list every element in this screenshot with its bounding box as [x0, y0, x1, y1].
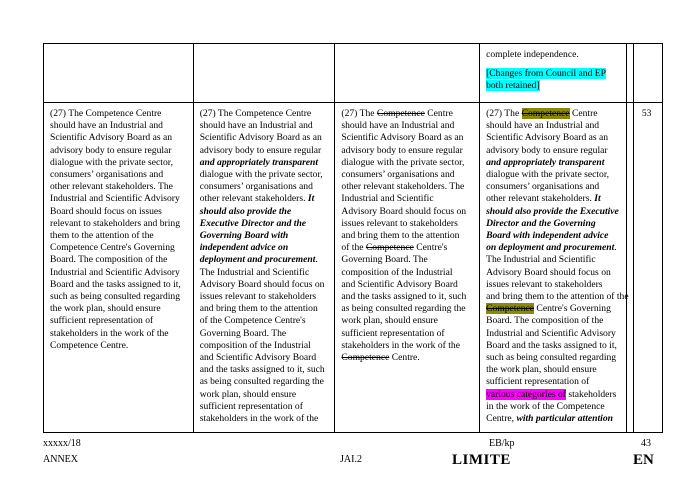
text-line [200, 218, 331, 230]
text-line [200, 145, 331, 157]
text-line [341, 193, 475, 205]
text-line [486, 132, 622, 144]
text-fragment: Board and the tasks assigned to it, [486, 339, 617, 351]
text-line [341, 315, 475, 327]
text-fragment: work plan, should ensure [341, 315, 438, 327]
text-fragment: should have an Industrial and [486, 120, 600, 132]
text-fragment: (27) The [486, 108, 522, 119]
text-line [200, 108, 331, 120]
text-line: consumers’ organisations and [50, 169, 164, 181]
text-line [341, 120, 475, 132]
text-line: such as being consulted regarding [50, 291, 181, 303]
text-fragment: and Scientific Advisory Board [341, 278, 458, 290]
deleted-highlighted-word: Competence [486, 303, 535, 315]
text-fragment: Industrial and Scientific Advisory [486, 327, 616, 339]
text-fragment: Board with independent advice [486, 230, 609, 242]
text-line [341, 181, 475, 193]
text-fragment: issues relevant to stakeholders [486, 278, 603, 290]
text-line: the work plan, should ensure [50, 303, 161, 315]
text-line [486, 364, 622, 376]
text-fragment: and Scientific Advisory Board [199, 352, 317, 364]
text-fragment: such as being consulted regarding [486, 352, 617, 364]
text-fragment: Advisory Board should focus on [341, 205, 467, 217]
text-fragment: Scientific Advisory Board as an [486, 132, 609, 144]
text-line [341, 230, 475, 242]
comparison-table [43, 43, 663, 433]
text-line: sufficient representation of [50, 315, 154, 327]
cell-council [335, 103, 480, 433]
text-line: them to the attention of the [50, 230, 154, 242]
cell-compromise [480, 103, 627, 433]
text-line [486, 389, 622, 401]
text-fragment: stakeholders in the work of the [341, 339, 460, 351]
text-line [200, 315, 331, 327]
text-fragment: Scientific Advisory Board as an [199, 132, 322, 144]
text-line: relevant to stakeholders and bring [50, 217, 181, 229]
text-line [486, 328, 622, 340]
deleted-word: Competence [341, 352, 390, 364]
text-line [341, 267, 475, 279]
cell-rownum [633, 103, 662, 433]
text-line [341, 206, 475, 218]
highlighted-phrase: various categories of [486, 388, 566, 400]
text-line: other relevant stakeholders. The [50, 181, 173, 193]
changes-note [486, 68, 622, 92]
table-row [44, 103, 663, 433]
text-line: should have an Industrial and [50, 120, 163, 132]
text-fragment: Advisory Board should focus on [199, 278, 325, 290]
text-fragment: Industrial and Scientific [341, 193, 434, 205]
deleted-word: Competence [376, 108, 425, 119]
text-fragment: and the tasks assigned to it, such [341, 291, 467, 303]
text-fragment: composition of the Industrial [199, 339, 311, 351]
text-fragment: other relevant stakeholders. [199, 193, 306, 205]
text-line [486, 206, 622, 218]
text-fragment: and bring them to the attention [199, 303, 318, 315]
directorate-label: JAI.2 [340, 454, 362, 465]
limite-label: LIMITE [452, 452, 511, 468]
text-fragment: Governing Board with [199, 230, 289, 242]
text-fragment: other relevant stakeholders. The [341, 181, 465, 193]
text-fragment: should also provide the Executive [486, 205, 619, 217]
text-line [200, 303, 331, 315]
text-fragment: as being consulted regarding the [199, 376, 324, 388]
text-fragment: as being consulted regarding the [341, 303, 466, 315]
text-line [341, 169, 475, 181]
text-line [486, 401, 622, 413]
text-fragment: work plan, should ensure [199, 388, 297, 400]
text-line [200, 364, 331, 376]
text-line [200, 279, 331, 291]
text-line [341, 352, 475, 364]
text-fragment: Centre's [413, 242, 448, 254]
text-fragment: issues relevant to stakeholders [341, 217, 458, 229]
text-line [486, 157, 622, 169]
text-line [486, 279, 622, 291]
text-line [200, 376, 331, 388]
text-line: advisory body to ensure regular [50, 144, 172, 156]
text-fragment: Centre. [389, 352, 420, 364]
cell-rownum [633, 44, 662, 103]
note-line: [Changes from Council and EP [486, 68, 606, 80]
note-line: both retained] [486, 80, 540, 92]
text-fragment: independent advice on [199, 242, 289, 254]
text-line [341, 279, 475, 291]
text-fragment: stakeholders in the work of the [199, 413, 319, 425]
text-fragment: Governing Board. The [199, 327, 287, 339]
text-fragment: dialogue with the private sector, [486, 169, 610, 181]
text-fragment: advisory body to ensure regular [199, 144, 322, 156]
text-fragment: other relevant stakeholders. [486, 193, 592, 205]
text-line: (27) The Competence Centre [50, 108, 162, 119]
text-fragment: Executive Director and the [199, 217, 307, 229]
text-line [486, 193, 622, 205]
text-line [341, 242, 475, 254]
text-line [341, 157, 475, 169]
text-fragment: The Industrial and Scientific [486, 254, 596, 266]
text-line [486, 303, 622, 315]
text-line [200, 242, 331, 254]
text-line [200, 230, 331, 242]
text-fragment: advisory body to ensure regular [486, 144, 608, 156]
text-fragment: Scientific Advisory Board as an [341, 132, 464, 144]
text-fragment: Centre, [486, 413, 517, 425]
text-fragment: Advisory Board should focus on [486, 266, 611, 278]
text-line [200, 291, 331, 303]
text-line: Board should focus on issues [50, 205, 162, 217]
text-line: Competence Centre's Governing [50, 242, 175, 254]
text-line [486, 413, 622, 425]
text-fragment: advisory body to ensure regular [341, 144, 463, 156]
text-fragment: and bring them to the attention of the [486, 291, 629, 303]
text-line: complete independence. [486, 49, 579, 60]
text-line: Board and the tasks assigned to it, [50, 278, 181, 290]
text-fragment: The Industrial and Scientific [199, 266, 310, 278]
text-fragment: Governing Board. The [341, 254, 428, 266]
deleted-word: Competence [365, 242, 414, 254]
text-fragment: dialogue with the private sector, [341, 156, 465, 168]
text-fragment: and appropriately transparent [486, 156, 605, 168]
text-line: Scientific Advisory Board as an [50, 132, 173, 144]
text-line [341, 218, 475, 230]
cell-compromise [480, 44, 627, 103]
text-line [341, 328, 475, 340]
cell-ep [193, 44, 335, 103]
text-line [486, 108, 622, 120]
text-line [486, 169, 622, 181]
text-fragment: should also provide the [199, 205, 292, 217]
text-fragment: of the Competence Centre's [199, 315, 306, 327]
text-fragment: on deployment and procurement [486, 242, 615, 254]
deleted-highlighted-word: Competence [521, 108, 570, 119]
text-line [341, 303, 475, 315]
text-fragment: should have an Industrial and [199, 120, 313, 132]
text-line [200, 206, 331, 218]
text-line: Industrial and Scientific Advisory [50, 266, 180, 278]
text-fragment: Centre [424, 108, 453, 119]
text-fragment: It [305, 193, 315, 205]
text-line [200, 340, 331, 352]
cell-ep [193, 103, 335, 433]
text-line: Competence Centre. [50, 339, 129, 351]
text-fragment: consumers’ organisations and [199, 181, 313, 193]
text-fragment: composition of the Industrial [341, 266, 453, 278]
text-fragment: It [591, 193, 601, 205]
cell-spacer [626, 103, 633, 433]
text-fragment: with particular attention [516, 413, 613, 425]
text-fragment: sufficient representation of [199, 400, 303, 412]
text-line: dialogue with the private sector, [50, 156, 173, 168]
text-fragment: deployment and procurement [199, 254, 316, 266]
cell-spacer [626, 44, 633, 103]
text-line [486, 291, 629, 303]
text-fragment: (27) The [341, 108, 377, 119]
cell-commission [44, 44, 194, 103]
text-line [486, 340, 622, 352]
text-line [486, 120, 622, 132]
text-line [200, 352, 331, 364]
text-fragment: dialogue with the private sector, [199, 169, 323, 181]
page-number: 43 [641, 438, 651, 449]
text-fragment: sufficient representation of [341, 327, 445, 339]
text-line [200, 254, 331, 266]
text-line [486, 352, 622, 364]
text-line [341, 132, 475, 144]
text-line [341, 254, 475, 266]
text-line [200, 120, 331, 132]
text-line [200, 169, 331, 181]
author-initials: EB/kp [489, 438, 515, 449]
text-line [200, 389, 331, 401]
text-fragment: Centre [569, 108, 598, 119]
text-fragment: stakeholders [566, 388, 617, 400]
text-fragment: should have an Industrial and [341, 120, 455, 132]
text-line [200, 401, 331, 413]
text-fragment: sufficient representation of [486, 376, 590, 388]
text-fragment: of the [341, 242, 366, 254]
text-line [486, 230, 622, 242]
text-line [200, 267, 331, 279]
text-fragment: Centre's Governing [534, 303, 611, 315]
text-fragment: (27) The Competence Centre [199, 108, 312, 119]
text-fragment: the work plan, should ensure [486, 364, 597, 376]
text-fragment: consumers’ organisations and [486, 181, 600, 193]
text-line [486, 181, 622, 193]
text-fragment: and bring them to the attention [341, 230, 460, 242]
text-fragment: consumers’ organisations and [341, 169, 455, 181]
text-line [341, 291, 475, 303]
text-fragment: issues relevant to stakeholders [199, 291, 317, 303]
text-fragment: in the work of the Competence [486, 400, 605, 412]
text-line: Industrial and Scientific Advisory [50, 193, 180, 205]
text-fragment: . [315, 254, 318, 266]
text-line [486, 376, 622, 388]
doc-reference: xxxxx/18 [43, 438, 81, 449]
text-line [200, 193, 331, 205]
text-line [486, 254, 622, 266]
text-line [486, 267, 622, 279]
text-line [200, 181, 331, 193]
text-fragment: and the tasks assigned to it, such [199, 364, 325, 376]
text-line [200, 132, 331, 144]
annex-label: ANNEX [43, 454, 78, 465]
text-line [341, 340, 475, 352]
text-fragment: . [614, 242, 617, 254]
text-line [486, 242, 622, 254]
text-line [486, 218, 622, 230]
text-line [341, 108, 475, 120]
text-fragment: Director and the Governing [486, 217, 596, 229]
text-line [200, 413, 331, 425]
language-code: EN [633, 452, 654, 468]
cell-council [335, 44, 480, 103]
text-line [486, 315, 622, 327]
text-line [486, 145, 622, 157]
cell-commission [44, 103, 194, 433]
row-number: 53 [641, 108, 652, 119]
text-fragment: Board. The composition of the [486, 315, 604, 327]
text-fragment: and appropriately transparent [199, 156, 319, 168]
text-line: stakeholders in the work of the [50, 327, 169, 339]
table-row [44, 44, 663, 103]
text-line [341, 145, 475, 157]
text-line [200, 157, 331, 169]
text-line: Board. The composition of the [50, 254, 168, 266]
text-line [200, 328, 331, 340]
